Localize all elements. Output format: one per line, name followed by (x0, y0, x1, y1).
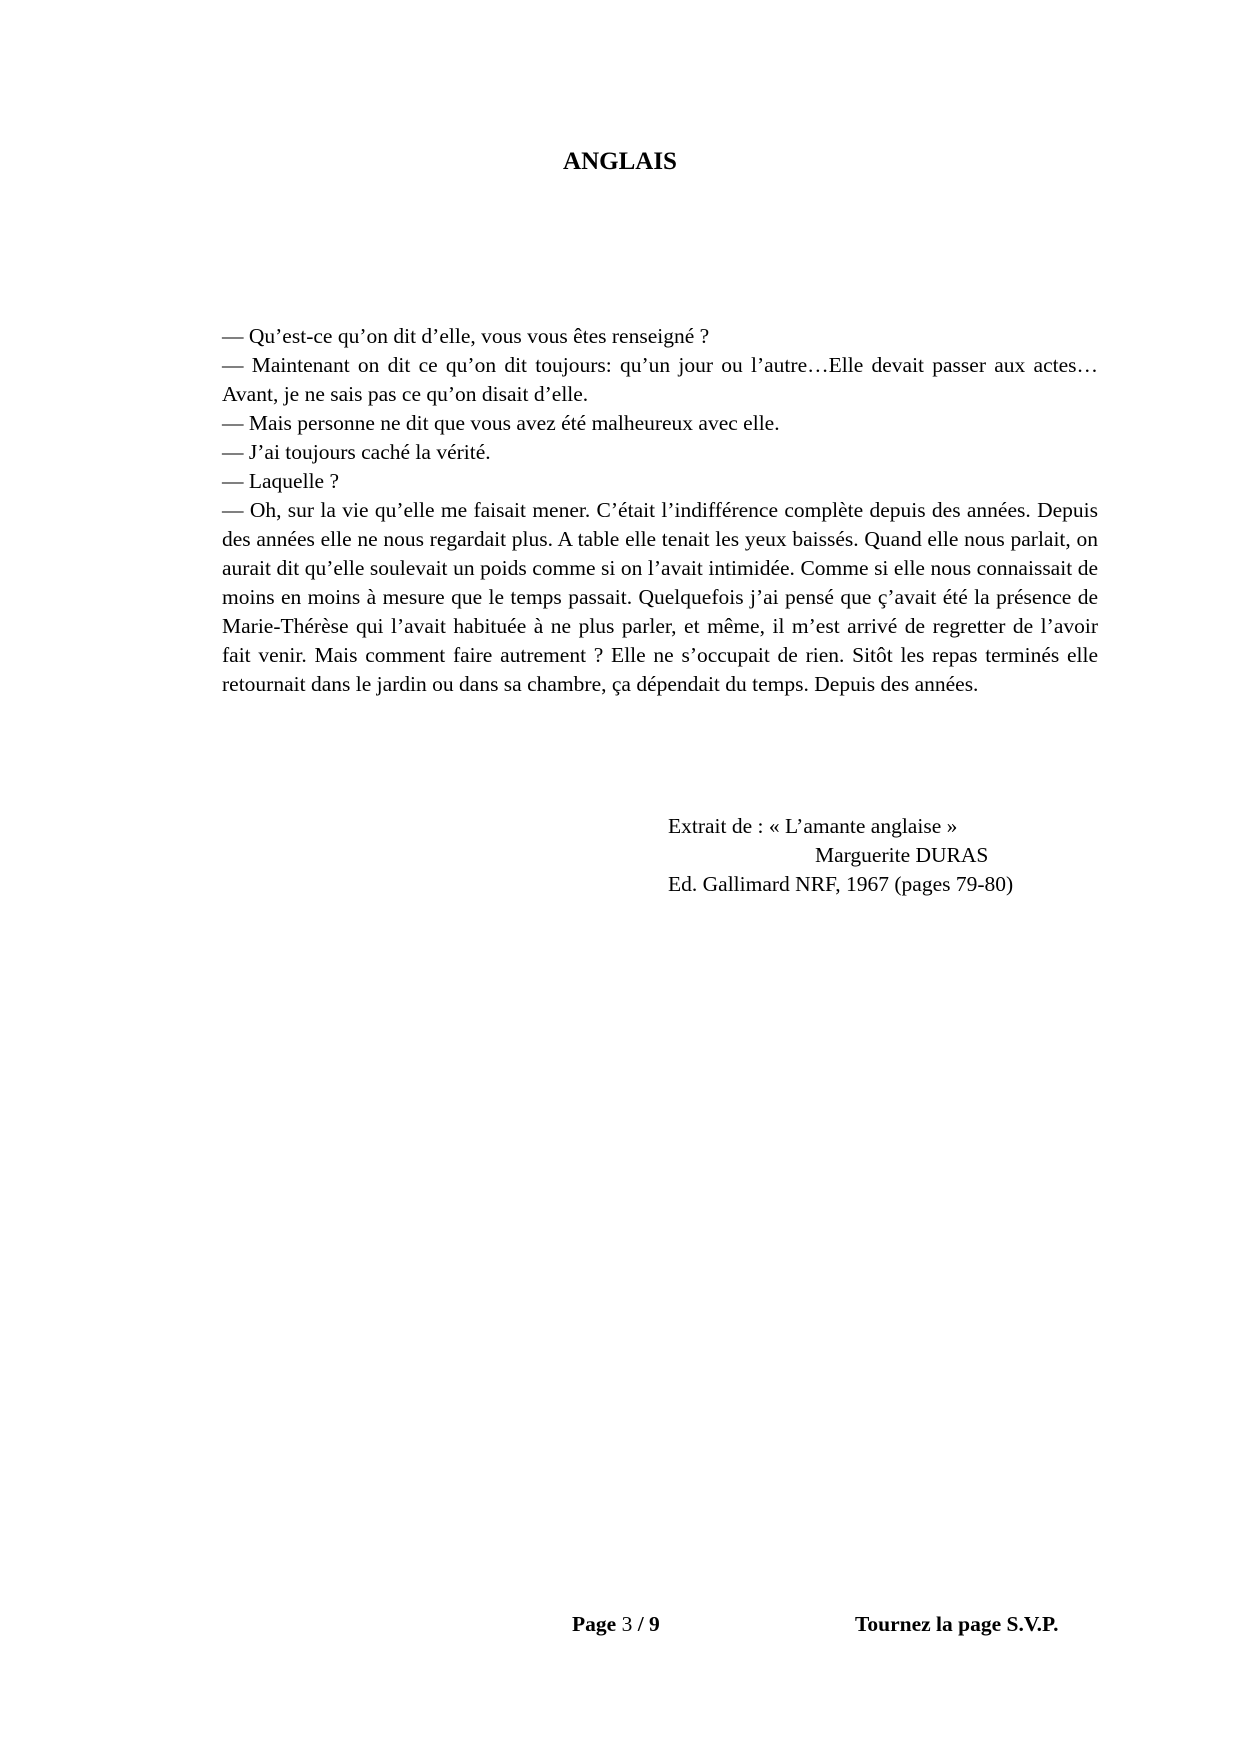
dialogue-text (222, 322, 1098, 699)
source-extract: Extrait de : « L’amante anglaise » (668, 814, 958, 838)
paragraph: — Oh, sur la vie qu’elle me faisait mener. C’était l’indifférence complète depuis des années. Depuis des années elle ne nous regardait plus. A table elle tenait les yeux baissés. Quand elle nous parlait, on aurait dit qu’elle soulevait un poids comme si on l’avait intimidée. Comme si elle nous connaissait de moins en moins à mesure que le temps passait. Quelquefois j’ai pensé que ç’avait été la présence de Marie-Thérèse qui l’avait habituée à ne plus parler, et même, il m’est arrivé de regretter de l’avoir fait venir. Mais comment faire autrement ? Elle ne s’occupait de rien. Sitôt les repas terminés elle retournait dans le jardin ou dans sa chambre, ça dépendait du temps. Depuis des années. (222, 498, 1098, 696)
paragraph: — J’ai toujours caché la vérité. (222, 440, 491, 464)
source-edition: Ed. Gallimard NRF, 1967 (pages 79-80) (668, 872, 1014, 896)
page-label: Page (572, 1612, 617, 1636)
page-current: 3 (621, 1612, 633, 1636)
page-total: / 9 (637, 1612, 660, 1636)
source-citation (668, 812, 1013, 899)
turn-page-note: Tournez la page S.V.P. (855, 1612, 1059, 1636)
paragraph: — Mais personne ne dit que vous avez été malheureux avec elle. (222, 411, 780, 435)
source-author: Marguerite DURAS (815, 843, 989, 867)
paragraph: — Maintenant on dit ce qu’on dit toujours: qu’un jour ou l’autre…Elle devait passer aux actes…Avant, je ne sais pas ce qu’on disait d’elle. (222, 353, 1098, 406)
page-number (572, 1612, 660, 1637)
paragraph: — Qu’est-ce qu’on dit d’elle, vous vous êtes renseigné ? (222, 324, 710, 348)
paragraph: — Laquelle ? (222, 469, 340, 493)
page-title: ANGLAIS (563, 148, 677, 175)
